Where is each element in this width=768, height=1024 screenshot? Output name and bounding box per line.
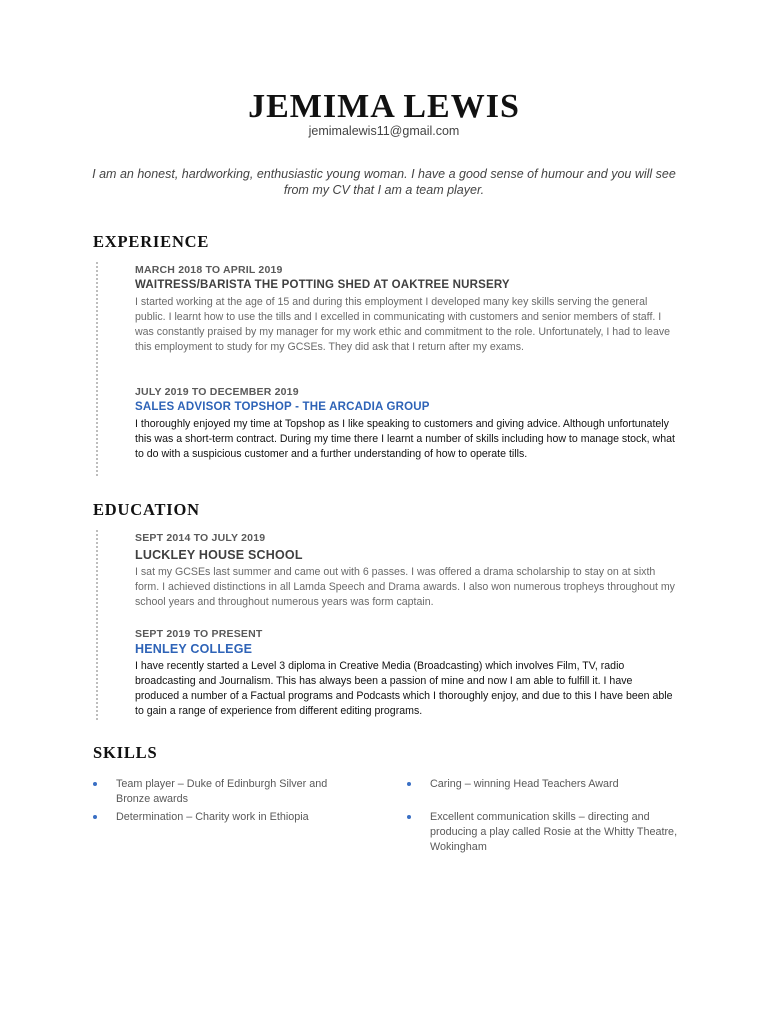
entry-title: LUCKLEY HOUSE SCHOOL: [135, 548, 303, 562]
personal-summary: I am an honest, hardworking, enthusiastic young woman. I have a good sense of humour and you will see from my CV that I am a team player.: [92, 167, 676, 197]
skill-item: Excellent communication skills – directing and producing a play called Rosie at the Whitty Theatre, Wokingham: [430, 811, 678, 853]
entry-title: HENLEY COLLEGE: [135, 642, 253, 656]
experience-entry: [135, 385, 675, 462]
entry-date: JULY 2019 TO DECEMBER 2019: [135, 386, 299, 398]
bullet-icon: [407, 815, 411, 819]
skill-item: Team player – Duke of Edinburgh Silver and Bronze awards: [116, 778, 328, 805]
skills-heading: SKILLS: [93, 743, 158, 762]
skill-item: Determination – Charity work in Ethiopia: [116, 811, 309, 823]
entry-date: MARCH 2018 TO APRIL 2019: [135, 264, 283, 276]
bullet-icon: [93, 782, 97, 786]
education-entry: [135, 627, 675, 719]
skill-item: Caring – winning Head Teachers Award: [430, 778, 619, 790]
experience-timeline: [96, 262, 98, 476]
experience-entry: [135, 263, 675, 355]
entry-date: SEPT 2019 TO PRESENT: [135, 628, 263, 640]
entry-description: I thoroughly enjoyed my time at Topshop as I like speaking to customers and giving advice. Although unfortunately this was a short-term contract. During my time there I learnt a number of skills including how to manage stock, what to do with a suspicious customer and a further understanding of how to operate tills.: [135, 418, 675, 461]
education-timeline: [96, 530, 98, 720]
bullet-icon: [93, 815, 97, 819]
experience-heading: EXPERIENCE: [93, 232, 210, 251]
bullet-icon: [407, 782, 411, 786]
entry-description: I have recently started a Level 3 diploma in Creative Media (Broadcasting) which involves Film, TV, radio broadcasting and Journalism. This has always been a passion of mine and now I am able to fulfill it. I have produced a number of a Factual programs and Podcasts which I thoroughly enjoy, and due to this I have been able to gain a range of experience from different editing programs.: [135, 660, 673, 718]
candidate-name: JEMIMA LEWIS: [248, 88, 520, 125]
entry-description: I sat my GCSEs last summer and came out with 6 passes. I was offered a drama scholarship to stay on at sixth form. I achieved distinctions in all Lamda Speech and Drama awards. I also won numerous tropheys throughout my school years and throughout numerous years was form captain.: [135, 566, 675, 609]
education-entry: [135, 531, 675, 610]
entry-date: SEPT 2014 TO JULY 2019: [135, 532, 266, 544]
entry-title: WAITRESS/BARISTA THE POTTING SHED AT OAKTREE NURSERY: [135, 279, 510, 291]
email-address[interactable]: jemimalewis11@gmail.com: [308, 124, 460, 138]
education-heading: EDUCATION: [93, 500, 200, 519]
entry-title: SALES ADVISOR TOPSHOP - THE ARCADIA GROUP: [135, 401, 430, 413]
entry-description: I started working at the age of 15 and during this employment I developed many key skills serving the general public. I learnt how to use the tills and I excelled in communicating with customers and senior members of staff. I was constantly praised by my manager for my work ethic and commitment to the role. Unfortunately, I had to leave this employment to study for my GCSEs. They did ask that I return after my exams.: [135, 296, 671, 354]
